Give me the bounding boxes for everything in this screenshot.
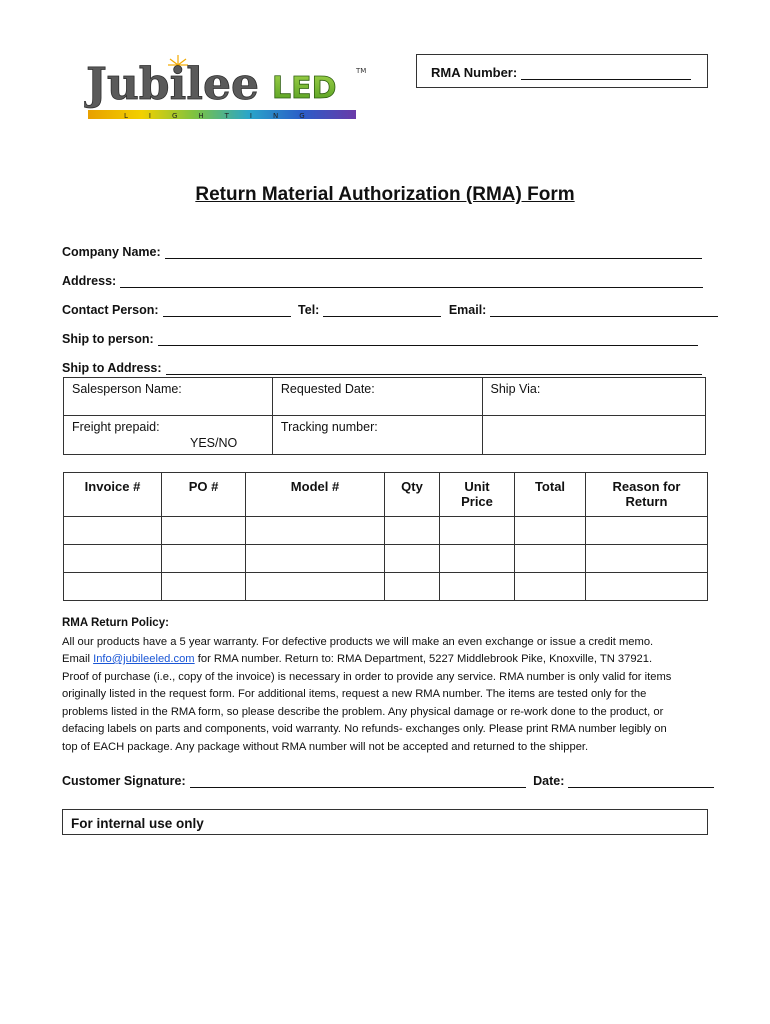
col-reason: Reason for Return	[586, 473, 708, 517]
email-link[interactable]: Info@jubileeled.com	[93, 653, 195, 665]
unit-price-line1: Unit	[464, 479, 490, 494]
contact-person-field[interactable]	[163, 304, 291, 317]
table-cell[interactable]	[162, 545, 246, 573]
svg-text:Jubilee: Jubilee	[86, 59, 259, 110]
return-items-table	[63, 472, 708, 601]
requested-date-cell[interactable]	[272, 378, 482, 416]
policy-line-2-rest: for RMA number. Return to: RMA Department, 5227 Middlebrook Pike, Knoxville, TN 37921.	[194, 653, 653, 665]
col-total: Total	[515, 473, 586, 517]
svg-text:TM: TM	[356, 67, 367, 75]
policy-line-4: originally listed in the request form. For additional items, request a new RMA number. The items are tested only for the	[62, 688, 647, 700]
policy-line-5: problems listed in the RMA form, so please describe the problem. Any physical damage or re-work done to the product, or	[62, 705, 664, 718]
tel-label: Tel:	[298, 303, 320, 317]
jubilee-led-logo	[84, 55, 374, 125]
address-row	[62, 274, 703, 288]
col-invoice: Invoice #	[64, 473, 162, 517]
company-name-field[interactable]	[165, 246, 702, 259]
ship-to-person-label: Ship to person:	[62, 332, 154, 346]
svg-text:LIGHTING: LIGHTING	[124, 112, 326, 120]
policy-heading: RMA Return Policy:	[62, 617, 169, 629]
table-row[interactable]	[64, 545, 708, 573]
salesperson-label: Salesperson Name:	[72, 382, 182, 396]
policy-email-prefix: Email	[62, 653, 94, 665]
col-po: PO #	[162, 473, 246, 517]
table-row[interactable]	[64, 517, 708, 545]
table-cell[interactable]	[246, 517, 385, 545]
table-cell[interactable]	[64, 517, 162, 545]
table-cell[interactable]	[385, 573, 440, 601]
table-cell[interactable]	[586, 573, 708, 601]
table-cell[interactable]	[246, 573, 385, 601]
policy-line-6: defacing labels on parts and components, void warranty. No refunds- exchanges only. Please print RMA number legibly on	[62, 723, 667, 735]
table-cell[interactable]	[64, 573, 162, 601]
date-label: Date:	[533, 774, 565, 788]
col-model: Model #	[246, 473, 385, 517]
ship-to-address-field[interactable]	[166, 362, 702, 375]
freight-prepaid-cell[interactable]	[64, 416, 273, 455]
contact-row	[62, 303, 718, 317]
table-cell[interactable]	[586, 545, 708, 573]
blank-info-cell[interactable]	[482, 416, 705, 455]
table-cell[interactable]	[440, 545, 515, 573]
customer-signature-label: Customer Signature:	[62, 774, 186, 788]
table-cell[interactable]	[440, 517, 515, 545]
rma-number-box[interactable]	[416, 54, 708, 88]
policy-line-7: top of EACH package. Any package without RMA number will not be accepted and returned to the shipper.	[62, 740, 589, 753]
table-cell[interactable]	[586, 517, 708, 545]
address-field[interactable]	[120, 275, 703, 288]
col-qty: Qty	[385, 473, 440, 517]
table-cell[interactable]	[64, 545, 162, 573]
ship-to-address-label: Ship to Address:	[62, 361, 162, 375]
tel-field[interactable]	[323, 304, 441, 317]
signature-row	[62, 774, 714, 788]
col-unit-price	[440, 473, 515, 517]
company-name-label: Company Name:	[62, 245, 161, 259]
rma-number-label: RMA Number:	[431, 65, 518, 80]
table-cell[interactable]	[162, 573, 246, 601]
address-label: Address:	[62, 274, 117, 288]
ship-to-person-field[interactable]	[158, 333, 698, 346]
contact-person-label: Contact Person:	[62, 303, 159, 317]
policy-line-3: Proof of purchase (i.e., copy of the invoice) is necessary in order to provide any service. RMA number is only valid for items	[62, 670, 672, 683]
table-cell[interactable]	[385, 517, 440, 545]
table-cell[interactable]	[515, 573, 586, 601]
internal-use-label: For internal use only	[71, 816, 204, 831]
ship-to-address-row	[62, 361, 702, 375]
ship-to-person-row	[62, 332, 698, 346]
salesperson-cell[interactable]	[64, 378, 273, 416]
requested-date-label: Requested Date:	[280, 382, 375, 396]
date-field[interactable]	[568, 775, 714, 788]
tracking-number-label: Tracking number:	[280, 420, 378, 434]
yes-no-option[interactable]: YES/NO	[190, 436, 238, 450]
svg-text:LED: LED	[272, 71, 337, 106]
rma-number-line[interactable]	[521, 67, 691, 80]
unit-price-line2: Price	[461, 494, 493, 509]
email-field[interactable]	[490, 304, 718, 317]
tracking-number-cell[interactable]	[272, 416, 482, 455]
ship-via-cell[interactable]	[482, 378, 705, 416]
table-cell[interactable]	[515, 517, 586, 545]
internal-use-box	[62, 809, 708, 835]
return-policy	[62, 615, 712, 756]
table-cell[interactable]	[162, 517, 246, 545]
ship-via-label: Ship Via:	[490, 382, 541, 396]
customer-signature-field[interactable]	[190, 775, 526, 788]
table-row[interactable]	[64, 573, 708, 601]
table-header-row	[64, 473, 708, 517]
freight-prepaid-label: Freight prepaid:	[72, 420, 160, 434]
table-cell[interactable]	[246, 545, 385, 573]
form-title: Return Material Authorization (RMA) Form	[195, 184, 575, 205]
company-name-row	[62, 245, 702, 259]
table-cell[interactable]	[440, 573, 515, 601]
email-label: Email:	[448, 303, 487, 317]
table-cell[interactable]	[515, 545, 586, 573]
order-info-grid	[63, 377, 706, 455]
table-cell[interactable]	[385, 545, 440, 573]
policy-line-2	[62, 651, 712, 669]
policy-line-1: All our products have a 5 year warranty. For defective products we will make an even exchange or issue a credit memo.	[62, 635, 654, 648]
